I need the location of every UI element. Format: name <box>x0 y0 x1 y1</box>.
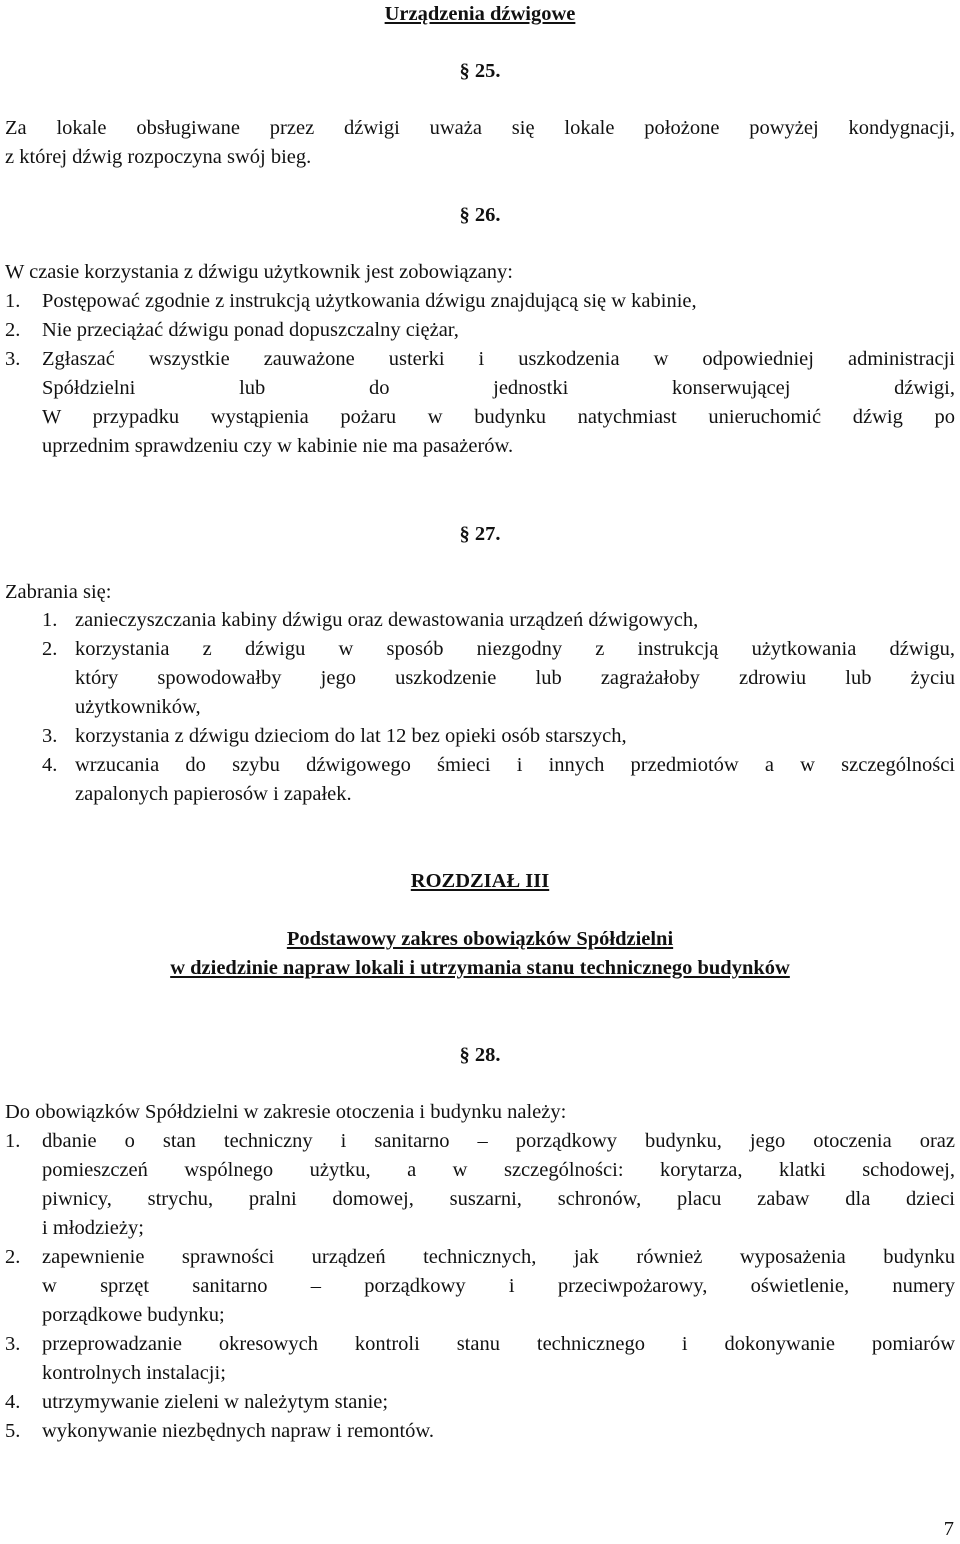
paragraph-number-26: § 26. <box>459 204 501 226</box>
text-line: Nie przeciążać dźwigu ponad dopuszczalny ciężar, <box>42 319 459 341</box>
text-line: zanieczyszczania kabiny dźwigu oraz dewastowania urządzeń dźwigowych, <box>75 609 699 631</box>
text-line: wrzucania do szybu dźwigowego śmieci i innych przedmiotów a w szczególności <box>75 754 955 776</box>
paragraph-number-27: § 27. <box>459 523 501 545</box>
list-item-number: 2. <box>5 1246 21 1268</box>
text-line: w sprzęt sanitarno – porządkowy i przeciwpożarowy, oświetlenie, numery <box>42 1275 955 1297</box>
list-item-text <box>75 722 955 751</box>
list-item-text <box>42 1417 955 1446</box>
text-line: użytkowników, <box>75 696 201 718</box>
list-item-text <box>42 316 955 345</box>
list-item-number: 5. <box>5 1420 21 1442</box>
text-line: zapewnienie sprawności urządzeń technicznych, jak również wyposażenia budynku <box>42 1246 955 1268</box>
list-item-text <box>42 1243 955 1330</box>
list-item-text <box>42 345 955 461</box>
list-item-number: 3. <box>42 725 58 747</box>
paragraph-26-intro: W czasie korzystania z dźwigu użytkownik jest zobowiązany: <box>5 261 513 283</box>
page-number: 7 <box>943 1518 954 1540</box>
text-line: zapalonych papierosów i zapałek. <box>75 783 352 805</box>
text-line: W przypadku wystąpienia pożaru w budynku natychmiast unieruchomić dźwig po <box>42 406 955 428</box>
text-line: korzystania z dźwigu w sposób niezgodny z instrukcją użytkowania dźwigu, <box>75 638 955 660</box>
list-item-text <box>42 1388 955 1417</box>
text-line: Zgłaszać wszystkie zauważone usterki i uszkodzenia w odpowiedniej administracji <box>42 348 955 370</box>
list-item-text <box>42 1127 955 1243</box>
text-line: kontrolnych instalacji; <box>42 1362 226 1384</box>
text-line: pomieszczeń wspólnego użytku, a w szczególności: korytarza, klatki schodowej, <box>42 1159 955 1181</box>
text-line: z której dźwig rozpoczyna swój bieg. <box>5 146 312 168</box>
text-line: Za lokale obsługiwane przez dźwigi uważa się lokale położone powyżej kondygnacji, <box>5 117 955 139</box>
list-item-number: 4. <box>42 754 58 776</box>
list-item-number: 2. <box>42 638 58 660</box>
list-item-number: 3. <box>5 1333 21 1355</box>
paragraph-number-28: § 28. <box>459 1044 501 1066</box>
paragraph-25 <box>5 114 955 172</box>
text-line: i młodzieży; <box>42 1217 144 1239</box>
list-item-text <box>75 751 955 809</box>
paragraph-number-25: § 25. <box>459 60 501 82</box>
text-line: wykonywanie niezbędnych napraw i remontów. <box>42 1420 435 1442</box>
chapter-subtitle-line1: Podstawowy zakres obowiązków Spółdzielni <box>286 928 674 950</box>
list-item-number: 2. <box>5 319 21 341</box>
list-item-text <box>42 287 955 316</box>
chapter-subtitle-line2: w dziedzinie napraw lokali i utrzymania stanu technicznego budynków <box>170 957 790 979</box>
list-item-number: 1. <box>5 290 21 312</box>
text-line: uprzednim sprawdzeniu czy w kabinie nie ma pasażerów. <box>42 435 514 457</box>
text-line: Spółdzielni lub do jednostki konserwującej dźwigi, <box>42 377 955 399</box>
chapter-title: ROZDZIAŁ III <box>410 870 550 892</box>
text-line: piwnicy, strychu, pralni domowej, suszarni, schronów, placu zabaw dla dzieci <box>42 1188 955 1210</box>
paragraph-28-intro: Do obowiązków Spółdzielni w zakresie otoczenia i budynku należy: <box>5 1101 567 1123</box>
list-item-text <box>75 606 955 635</box>
text-line: Postępować zgodnie z instrukcją użytkowania dźwigu znajdującą się w kabinie, <box>42 290 697 312</box>
list-item-text <box>75 635 955 722</box>
text-line: porządkowe budynku; <box>42 1304 225 1326</box>
section-heading: Urządzenia dźwigowe <box>384 3 576 25</box>
text-line: utrzymywanie zieleni w należytym stanie; <box>42 1391 389 1413</box>
text-line: dbanie o stan techniczny i sanitarno – porządkowy budynku, jego otoczenia oraz <box>42 1130 955 1152</box>
list-item-number: 1. <box>5 1130 21 1152</box>
list-item-text <box>42 1330 955 1388</box>
text-line: przeprowadzanie okresowych kontroli stanu technicznego i dokonywanie pomiarów <box>42 1333 955 1355</box>
text-line: który spowodowałby jego uszkodzenie lub zagrażałoby zdrowiu lub życiu <box>75 667 955 689</box>
list-item-number: 4. <box>5 1391 21 1413</box>
list-item-number: 1. <box>42 609 58 631</box>
list-item-number: 3. <box>5 348 21 370</box>
text-line: korzystania z dźwigu dzieciom do lat 12 bez opieki osób starszych, <box>75 725 627 747</box>
paragraph-27-intro: Zabrania się: <box>5 581 112 603</box>
